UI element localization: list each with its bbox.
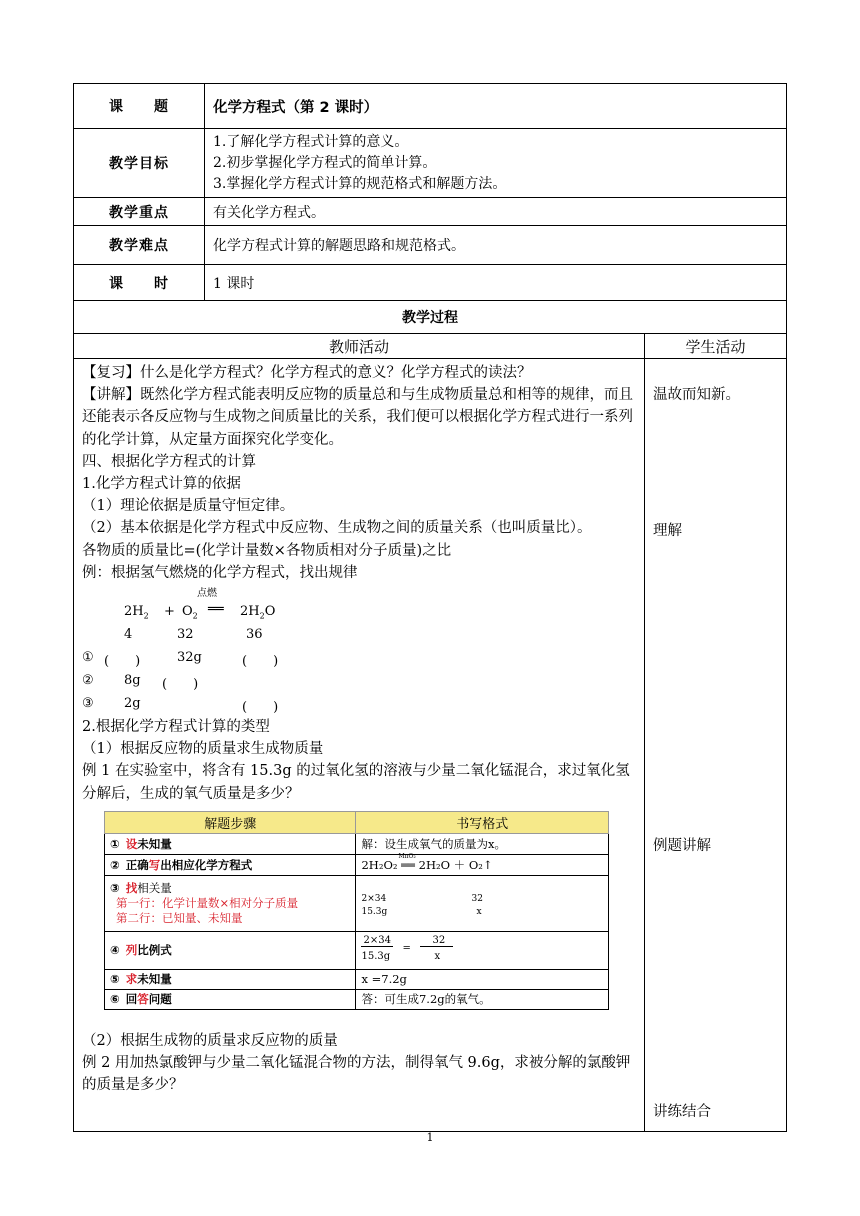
step-key: 列: [125, 943, 138, 958]
equation-arrow: ══: [208, 602, 224, 618]
step-row: [105, 969, 609, 989]
step-answer: x =7.2g: [356, 969, 609, 989]
row1-num: ①: [82, 650, 94, 666]
step-label: [105, 854, 356, 875]
unknown-b: x: [476, 906, 482, 917]
product-text: 2H: [240, 604, 260, 620]
reactant1-text: 2H: [124, 604, 144, 620]
step-row: [105, 854, 609, 875]
focus-label: 教学重点: [74, 198, 205, 226]
student-header: 学生活动: [645, 334, 787, 359]
hours-value: 1 课时: [205, 265, 787, 301]
fraction-a-bottom: 15.3g: [361, 950, 391, 962]
mass-o2: 32: [177, 627, 194, 643]
topic-label: 课 题: [74, 84, 205, 129]
mass-h2o: 36: [246, 627, 263, 643]
row3-num: ③: [82, 696, 94, 712]
step-number: ③: [110, 880, 120, 895]
catalyst-label: MnO₂: [398, 852, 416, 860]
hours-label: 课 时: [74, 265, 205, 301]
equation-row3: [82, 694, 638, 716]
step-number: ②: [110, 857, 120, 872]
teacher-header: 教师活动: [74, 334, 645, 359]
steps-header-row: [105, 811, 609, 833]
step-rest: 未知量: [137, 972, 172, 987]
step-number: ⑥: [110, 992, 120, 1007]
mass-h2: 4: [124, 627, 133, 643]
step-label: [105, 969, 356, 989]
process-header-row: [74, 334, 787, 359]
lesson-plan-table: [73, 83, 787, 1132]
example1-text: 例 1 在实验室中，将含有 15.3g 的过氧化氢的溶液与少量二氧化锰混合，求过氧化氢分解后，生成的氧气质量是多少？: [82, 763, 630, 802]
focus-value: 有关化学方程式。: [205, 198, 787, 226]
review-paragraph: 【复习】什么是化学方程式？化学方程式的意义？化学方程式的读法？: [82, 365, 532, 381]
example-intro: 例：根据氢气燃烧的化学方程式，找出规律: [82, 564, 358, 581]
topic-row: [74, 84, 787, 129]
row2-a: 8g: [124, 673, 141, 689]
step-equation: 2H₂O₂ ══ 2H₂O ＋ O₂↑: [361, 857, 493, 872]
step-pre: 回: [125, 992, 138, 1007]
topic-value: 化学方程式（第 2 课时）: [205, 84, 787, 129]
known-a: 15.3g: [361, 906, 388, 917]
step-rest: 出相应化学方程式: [160, 857, 253, 872]
row1-a: ( ): [104, 654, 141, 670]
product-subscript: 2: [259, 611, 265, 621]
step-answer: [356, 854, 609, 875]
step-label: [105, 931, 356, 969]
reactant2-text: O: [182, 604, 193, 620]
example2-text: 例 2 用加热氯酸钾与少量二氧化锰混合物的方法，制得氧气 9.6g，求被分解的氯酸钾的质量是多少？: [82, 1055, 631, 1094]
types-heading: 2.根据化学方程式计算的类型: [82, 719, 270, 736]
equals-sign: =: [402, 942, 411, 954]
section-heading: 四、根据化学方程式的计算: [82, 453, 256, 470]
step-line1: 第一行：化学计量数×相对分子质量: [116, 895, 299, 910]
basis-basic: （2）基本依据是化学方程式中反应物、生成物之间的质量关系（也叫质量比）。: [82, 520, 592, 537]
step-rest: 未知量: [137, 836, 172, 851]
reactant2-subscript: 2: [192, 611, 198, 621]
student-note-practice: 讲练结合: [653, 1104, 711, 1120]
student-note-understand: 理解: [653, 523, 682, 539]
fraction-a-top: 2×34: [363, 934, 391, 946]
step-rest: 问题: [148, 992, 172, 1007]
type1-heading: （1）根据反应物的质量求生成物质量: [82, 741, 324, 758]
step-key: 答: [137, 992, 149, 1007]
equation-condition: 点燃: [197, 588, 217, 600]
step-row: [105, 833, 609, 854]
row1-b: 32g: [177, 650, 202, 666]
row3-a: 2g: [124, 696, 141, 712]
step-rest: 比例式: [137, 943, 172, 958]
row3-c: ( ): [242, 700, 279, 716]
hours-row: [74, 265, 787, 301]
row2-num: ②: [82, 673, 94, 689]
steps-header-right: 书写格式: [356, 811, 609, 833]
goals-label: 教学目标: [74, 129, 205, 198]
student-activity: [645, 359, 787, 1132]
row1-c: ( ): [242, 654, 279, 670]
focus-row: [74, 198, 787, 226]
equation-product: [240, 604, 275, 621]
process-title-row: [74, 301, 787, 334]
fraction-b-bottom: x: [434, 950, 441, 962]
coef-a: 2×34: [361, 893, 387, 904]
student-note-review: 温故而知新。: [653, 387, 740, 403]
step-label: [105, 875, 356, 931]
steps-header-left: 解题步骤: [105, 811, 356, 833]
step-answer: [356, 875, 609, 931]
explain-paragraph: 【讲解】既然化学方程式能表明反应物的质量总和与生成物质量总和相等的规律，而且还能表示各反应物与生成物之间质量比的关系，我们便可以根据化学方程式进行一系列的化学计算，从定量方面探究化学变化。: [82, 387, 633, 448]
step-number: ④: [110, 943, 120, 958]
student-note-example: 例题讲解: [653, 838, 711, 854]
step-answer: 解：设生成氧气的质量为x。: [356, 833, 609, 854]
step-key: 写: [148, 857, 161, 872]
difficulty-label: 教学难点: [74, 226, 205, 265]
page-number: 1: [426, 1131, 434, 1144]
equation-plus: +: [164, 604, 175, 620]
step-rest: 相关量: [137, 880, 172, 895]
step-answer: 答：可生成7.2g的氧气。: [356, 989, 609, 1009]
teacher-activity: [74, 359, 645, 1132]
step-number: ①: [110, 836, 120, 851]
type2-heading: （2）根据生成物的质量求反应物的质量: [82, 1032, 338, 1049]
step-label: [105, 833, 356, 854]
equation-reactant1: [124, 604, 149, 621]
step-pre: 正确: [125, 857, 149, 872]
step-row: [105, 875, 609, 931]
coef-b: 32: [471, 893, 483, 904]
hydrogen-combustion-equation: [82, 584, 638, 694]
goal-item: 1.了解化学方程式计算的意义。: [213, 133, 409, 150]
step-answer: [356, 931, 609, 969]
difficulty-row: [74, 226, 787, 265]
step-number: ⑤: [110, 972, 120, 987]
difficulty-value: 化学方程式计算的解题思路和规范格式。: [205, 226, 787, 265]
step-key: 求: [125, 972, 138, 987]
product-end: O: [264, 604, 276, 620]
equation-reactant2: [182, 604, 198, 621]
spacer: [82, 1010, 638, 1030]
step-key: 找: [125, 880, 138, 895]
goals-list: [205, 129, 787, 198]
step-row: [105, 989, 609, 1009]
row2-b: ( ): [162, 677, 199, 693]
goal-item: 3.掌握化学方程式计算的规范格式和解题方法。: [213, 175, 507, 192]
step-line2: 第二行：已知量、未知量: [116, 910, 243, 925]
subsection-heading: 1.化学方程式计算的依据: [82, 476, 241, 493]
fraction-b-top: 32: [420, 935, 453, 947]
solution-steps-table: [104, 811, 609, 1010]
reactant1-subscript: 2: [143, 611, 149, 621]
goals-row: [74, 129, 787, 198]
goal-item: 2.初步掌握化学方程式的简单计算。: [213, 154, 437, 171]
mass-ratio-formula: 各物质的质量比=(化学计量数×各物质相对分子质量)之比: [82, 542, 452, 559]
step-label: [105, 989, 356, 1009]
basis-theory: （1）理论依据是质量守恒定律。: [82, 498, 295, 515]
step-row: [105, 931, 609, 969]
step-key: 设: [125, 836, 138, 851]
process-title: 教学过程: [74, 301, 787, 334]
process-body-row: [74, 359, 787, 1132]
